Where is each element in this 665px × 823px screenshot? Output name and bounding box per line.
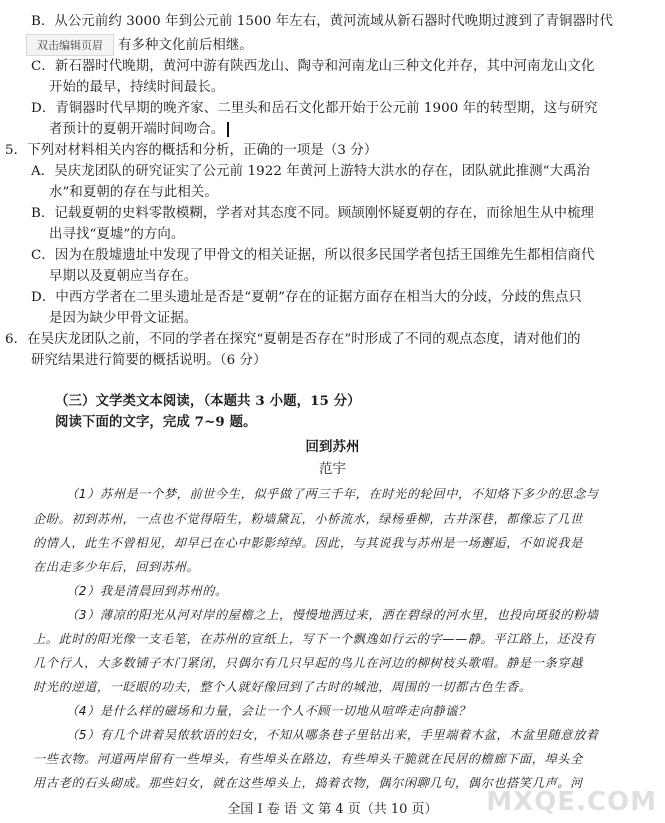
- text-cursor: [227, 122, 229, 137]
- text-line: 开始的最早，持续时间最长。: [49, 80, 225, 95]
- passage-line: （4）是什么样的磁场和力量，会让一个人不顾一切地从喧哗走向静谧？: [66, 704, 471, 718]
- edit-header-tooltip[interactable]: 双击编辑页眉: [26, 34, 114, 56]
- passage-line: （1）苏州是一个梦，前世今生，似乎做了两三千年，在时光的轮回中，不知烙下多少的思念与: [66, 487, 599, 501]
- text-line: 研究结果进行简要的概括说明。（6 分）: [31, 353, 267, 368]
- question-5: 5．下列对材料相关内容的概括和分析，正确的一项是（3 分）: [5, 143, 378, 158]
- passage-line: 的情人，此生不曾相见，却早已在心中影影绰绰。因此，与其说我与苏州是一场邂逅，不如说我是: [33, 536, 583, 550]
- passage-line: 一些衣物。河道两岸留有一些埠头，有些埠头在路边，有些埠头干脆就在民居的檐廊下面，埠头全: [33, 752, 583, 766]
- text-line: 是因为缺少甲骨文证据。: [49, 311, 198, 326]
- text-line: D．中西方学者在二里头遗址是否是“夏朝”存在的证据方面存在相当大的分歧，分歧的焦点只: [31, 290, 582, 305]
- question-6: 6．在吴庆龙团队之前，不同的学者在探究“夏朝是否存在”时形成了不同的观点态度，请对他们的: [5, 332, 581, 347]
- text-line: D．青铜器时代早期的晚齐家、二里头和岳石文化都开始于公元前 1900 年的转型期，这与研究: [31, 101, 598, 116]
- passage-line: 时光的逆道，一眨眼的功夫，整个人就好像回到了古时的城池，周围的一切都古色生香。: [33, 680, 532, 694]
- section-heading: （三）文学类文本阅读，（本题共 3 小题，15 分）: [55, 393, 361, 409]
- text-line: 水”和夏朝的存在与此相关。: [49, 185, 218, 200]
- text-line: A．吴庆龙团队的研究证实了公元前 1922 年黄河上游特大洪水的存在，团队就此推测“大禹治: [31, 164, 591, 179]
- passage-line: 用古老的石头砌成。那些妇女，就在这些埠头上，捣着衣物，偶尔闲聊几句，偶尔也搭笑几声。河: [33, 776, 583, 790]
- passage-line: 上。此时的阳光像一支毛笔，在苏州的宣纸上，写下一个飘逸如行云的字——静。平江路上，还没有: [33, 632, 596, 646]
- watermark-text: MXQE.COM: [486, 787, 657, 817]
- text-line: B．记载夏朝的史料零散模糊，学者对其态度不同。顾颉刚怀疑夏朝的存在，而徐旭生从中梳理: [31, 206, 595, 221]
- text-line: B．从公元前约 3000 年到公元前 1500 年左右，黄河流域从新石器时代晚期过渡到了青铜器时代: [31, 14, 613, 29]
- passage-line: （2）我是清晨回到苏州的。: [66, 584, 228, 598]
- passage-line: 几个行人，大多数铺子木门紧闭，只偶尔有几只早起的鸟儿在河边的柳树枝头歌唱。静是一条穿越: [33, 656, 583, 670]
- story-author: 范宇: [319, 462, 346, 477]
- passage-line: 在出走多少年后，回到苏州。: [33, 560, 200, 574]
- text-line: 早期以及夏朝应当存在。: [49, 269, 198, 284]
- text-line: 有多种文化前后相继。: [118, 38, 253, 53]
- text-line: C．新石器时代晚期，黄河中游有陕西龙山、陶寺和河南龙山三种文化并存，其中河南龙山文化: [31, 59, 595, 74]
- section-instruction: 阅读下面的文字，完成 7~9 题。: [55, 414, 257, 430]
- passage-line: （3）薄凉的阳光从河对岸的屋檐之上，慢慢地洒过来，洒在碧绿的河水里，也投向斑驳的粉墙: [66, 608, 599, 622]
- text-line: [49, 120, 229, 139]
- passage-line: （5）有几个讲着吴侬软语的妇女，不知从哪条巷子里钻出来，手里端着木盆，木盆里随意放着: [66, 728, 599, 742]
- passage-line: 企盼。初到苏州，一点也不觉得陌生，粉墙黛瓦，小桥流水，绿杨垂柳，古井深巷，都像忘了几世: [33, 512, 583, 526]
- text-line: 出寻找“夏墟”的方向。: [49, 227, 185, 242]
- text-line: C．因为在殷墟遗址中发现了甲骨文的相关证据，所以很多民国学者包括王国维先生都相信商代: [31, 248, 595, 263]
- text-line-content: 者预计的夏朝开端时间吻合。: [49, 122, 225, 137]
- story-title: 回到苏州: [305, 439, 360, 455]
- page-footer: 全国 I 卷 语 文 第 4 页（共 10 页）: [227, 802, 438, 817]
